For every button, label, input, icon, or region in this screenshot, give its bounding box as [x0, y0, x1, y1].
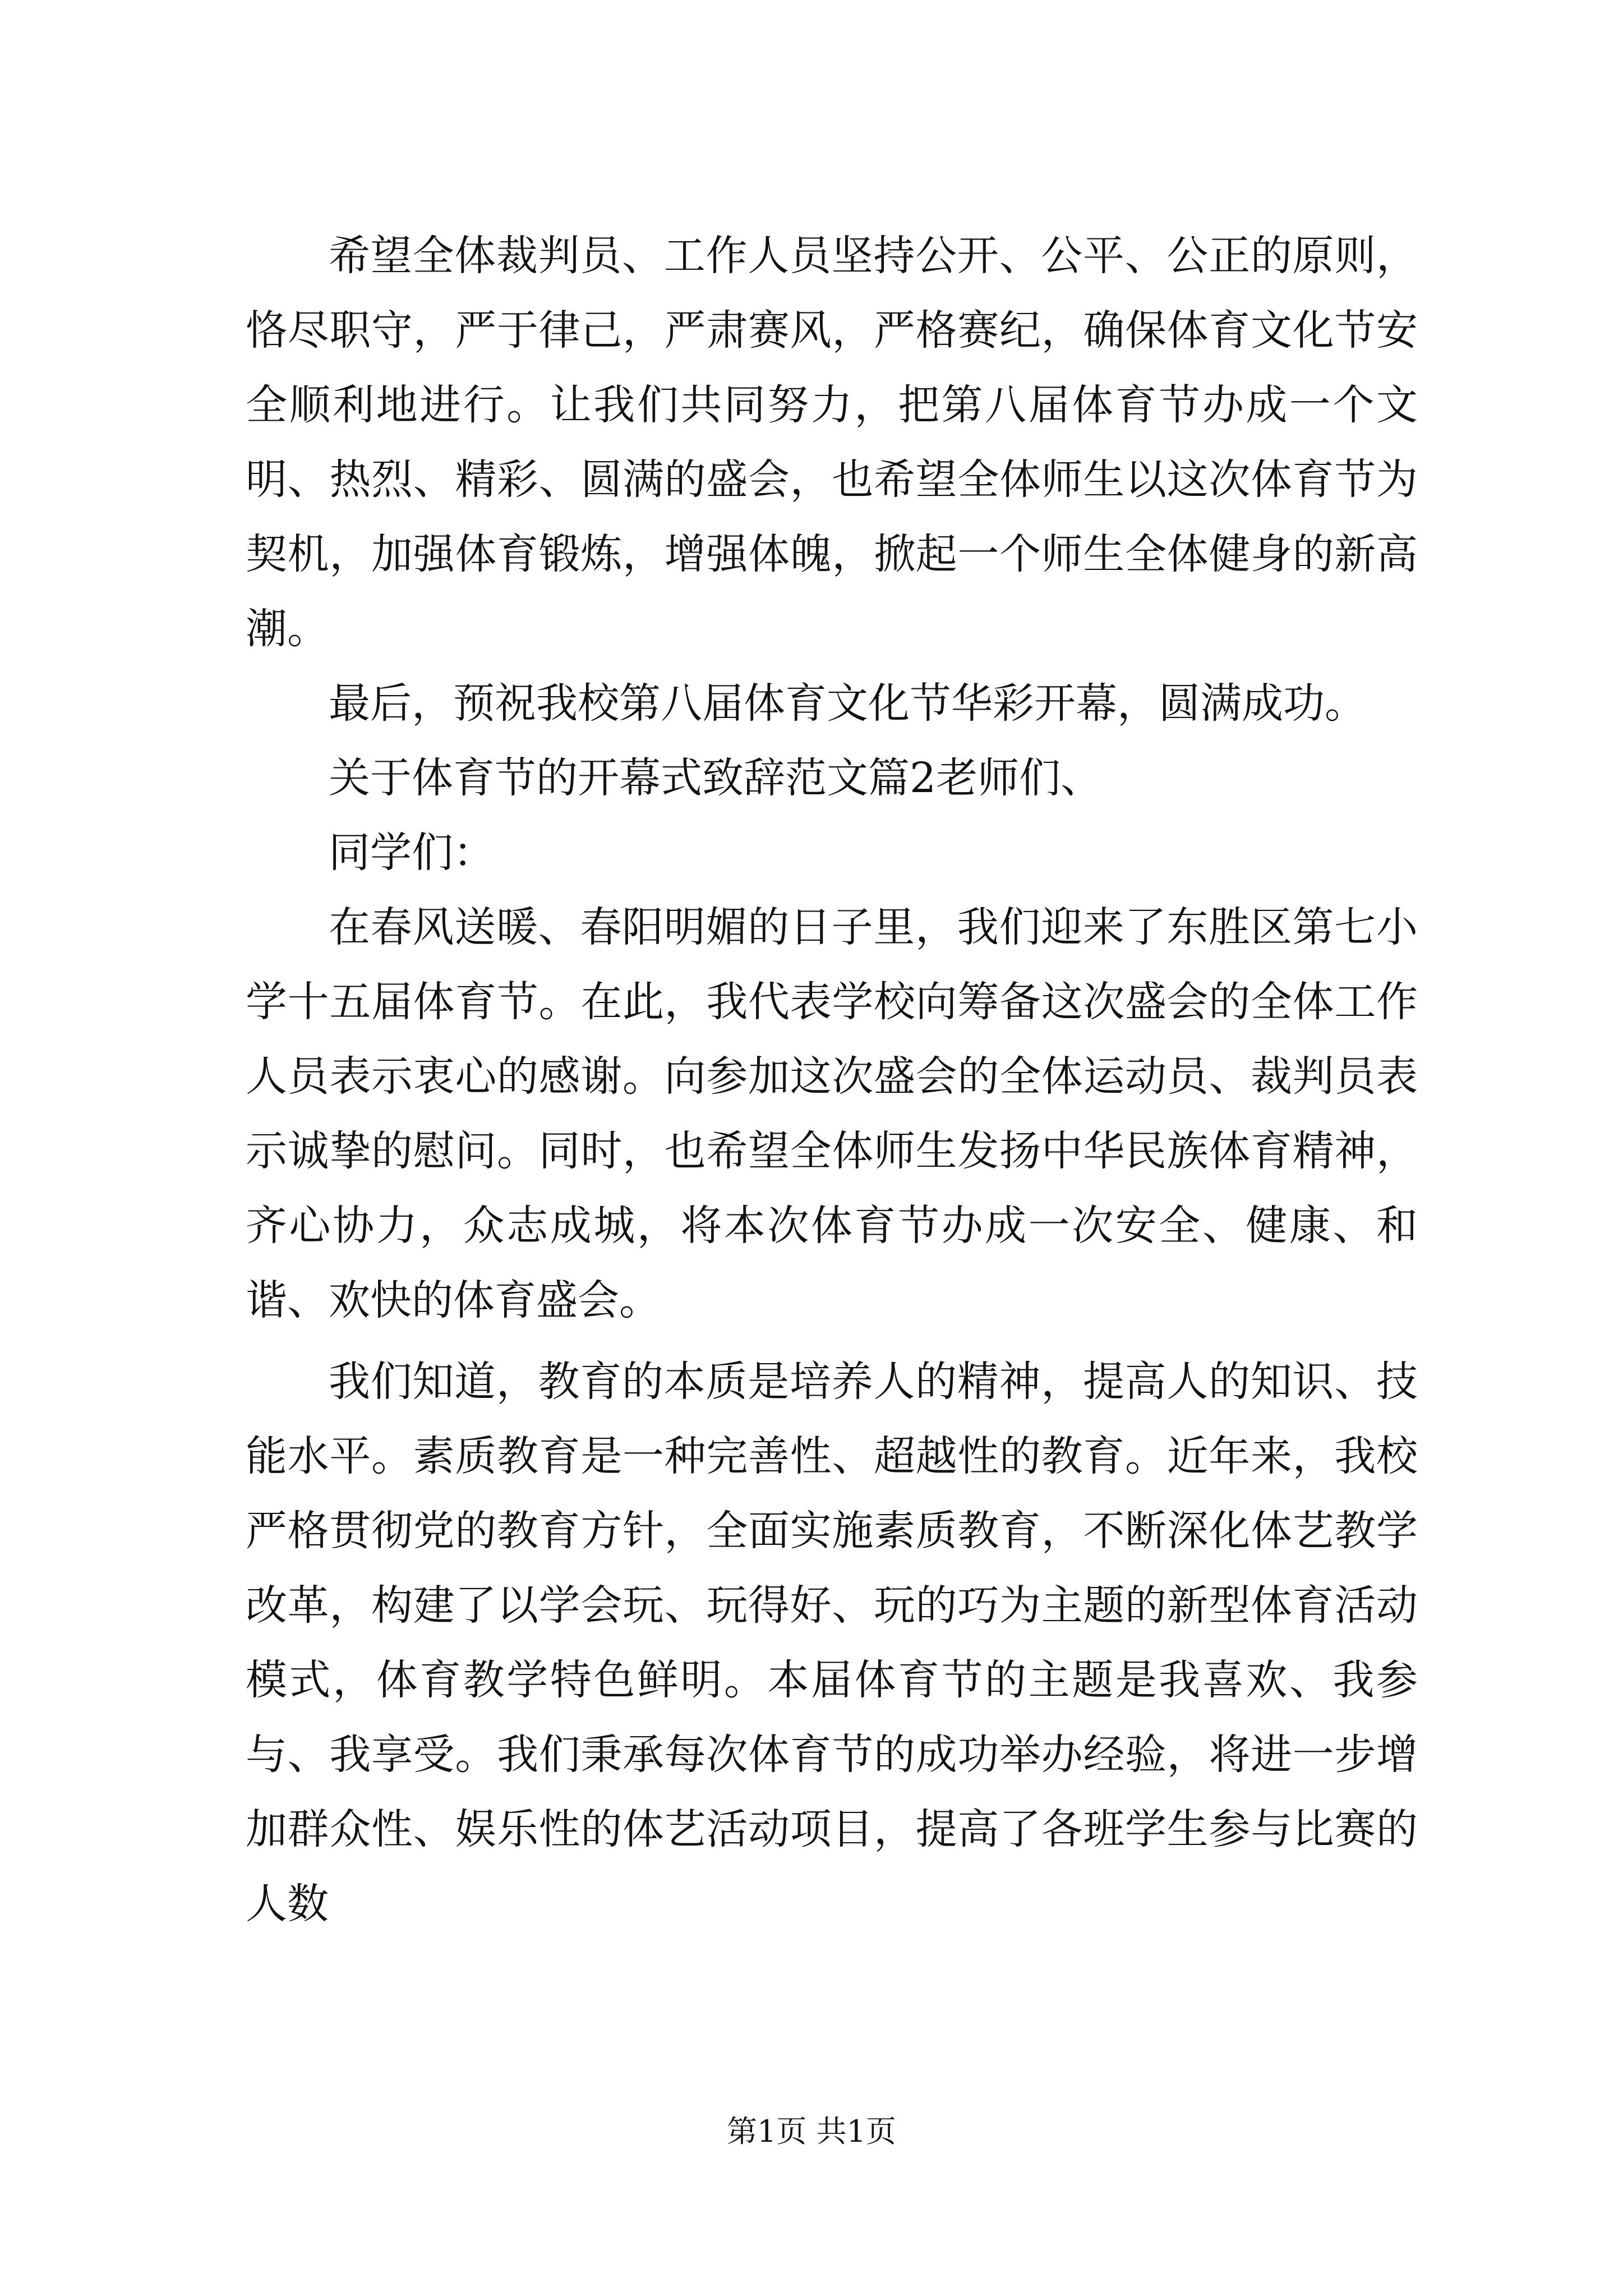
paragraph-5: 在春风送暖、春阳明媚的日子里，我们迎来了东胜区第七小学十五届体育节。在此，我代表学校向筹备这次盛会的全体工作人员表示衷心的感谢。向参加这次盛会的全体运动员、裁判员表示诚挚的慰问。同时，也希望全体师生发扬中华民族体育精神，齐心协力，众志成城，将本次体育节办成一次安全、健康、和谐、欢快的体育盛会。 [246, 903, 1418, 1324]
paragraph-4-salutation: 同学们： [329, 829, 495, 877]
paragraph-gap [246, 1338, 1418, 1345]
paragraph-3-heading: 关于体育节的开幕式致辞范文篇2老师们、 [329, 754, 1103, 802]
document-body [246, 219, 1418, 1941]
paragraph-6: 我们知道，教育的本质是培养人的精神，提高人的知识、技能水平。素质教育是一种完善性、超越性的教育。近年来，我校严格贯彻党的教育方针，全面实施素质教育，不断深化体艺教学改革，构建了以学会玩、玩得好、玩的巧为主题的新型体育活动模式，体育教学特色鲜明。本届体育节的主题是我喜欢、我参与、我享受。我们秉承每次体育节的成功举办经验，将进一步增加群众性、娱乐性的体艺活动项目，提高了各班学生参与比赛的人数 [246, 1358, 1418, 1928]
page-footer: 第1页 共1页 [727, 2114, 896, 2149]
paragraph-2: 最后，预祝我校第八届体育文化节华彩开幕，圆满成功。 [329, 679, 1366, 728]
paragraph-1: 希望全体裁判员、工作人员坚持公开、公平、公正的原则，恪尽职守，严于律己，严肃赛风，严格赛纪，确保体育文化节安全顺利地进行。让我们共同努力，把第八届体育节办成一个文明、热烈、精彩、圆满的盛会，也希望全体师生以这次体育节为契机，加强体育锻炼，增强体魄，掀起一个师生全体健身的新高潮。 [246, 232, 1418, 653]
